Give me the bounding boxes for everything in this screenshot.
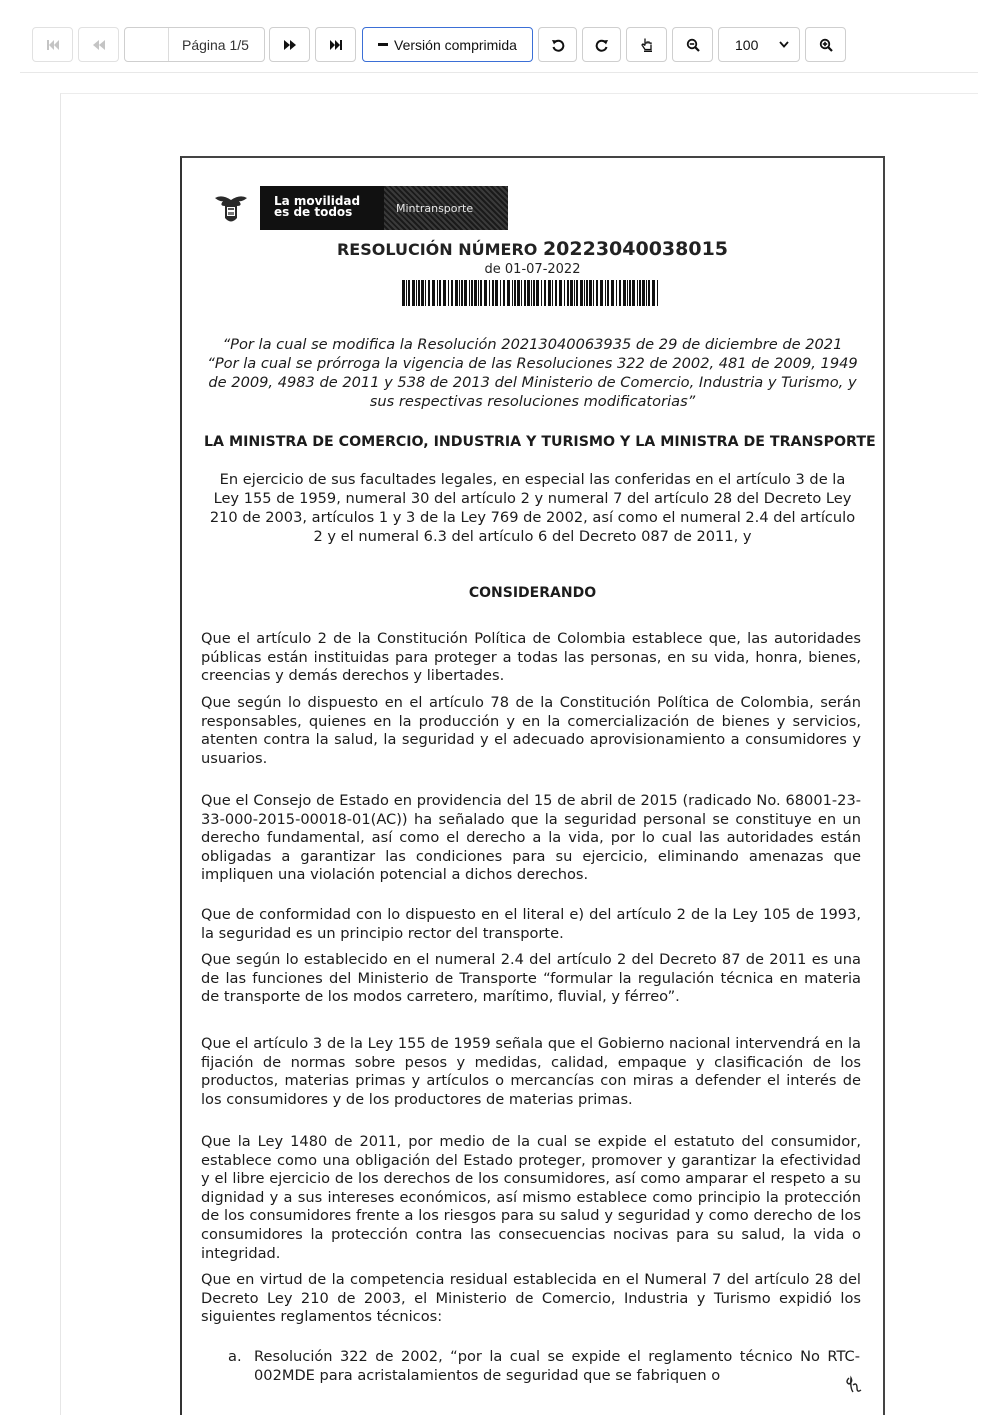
zoom-out-button[interactable]: [672, 27, 713, 62]
hand-pointer-icon: [640, 37, 654, 53]
list-item: [228, 1348, 860, 1385]
compressed-version-button[interactable]: [362, 27, 533, 62]
zoom-out-icon: [686, 38, 700, 52]
skip-to-last-icon: [329, 39, 343, 51]
resolution-epigraph: “Por la cual se modifica la Resolución 20213040063935 de 29 de diciembre de 2021 “Por la cual se prórroga la vigencia de las Resoluciones 322 de 2002, 481 de 2009, 1949 de 2009, 4983 de 2011 y 538 de 2013 del Ministerio de Comercio, Industria y Turismo, y sus respectivas resoluciones modificatorias”: [207, 336, 858, 410]
next-page-button[interactable]: [269, 27, 310, 62]
logo-line-2: es de todos: [274, 205, 353, 219]
zoom-level-select[interactable]: [718, 27, 800, 62]
resolution-title: [300, 238, 765, 260]
hand-tool-button[interactable]: [626, 27, 667, 62]
logo-line-1: La movilidad: [274, 194, 361, 208]
faculties-paragraph: En ejercicio de sus facultades legales, en especial las conferidas en el artículo 3 de la Ley 155 de 1959, numeral 30 del artículo 2 y numeral 7 del artículo 28 del Decreto Ley 210 de 2003, artículos 1 y 3 de la Ley 769 de 2002, así como el numeral 2.4 del artículo 2 y el numeral 6.3 del artículo 6 del Decreto 087 de 2011, y: [209, 471, 856, 545]
resolution-title-prefix: RESOLUCIÓN NÚMERO: [336, 240, 538, 259]
considerando-paragraph: Que según lo establecido en el numeral 2.4 del artículo 2 del Decreto 87 de 2011 es una de las funciones del Ministerio de Transporte “formular la regulación técnica en materia de transporte de los modos carretero, marítimo, fluvial, y férreo”.: [201, 951, 861, 1006]
skip-to-first-icon: [46, 39, 60, 51]
zoom-in-icon: [819, 38, 833, 52]
zoom-in-button[interactable]: [805, 27, 846, 62]
next-page-icon: [283, 39, 297, 51]
barcode: [402, 280, 662, 306]
considerando-heading: CONSIDERANDO: [468, 585, 597, 601]
compressed-version-label: Versión comprimida: [394, 36, 517, 53]
considerando-paragraph: Que el Consejo de Estado en providencia del 15 de abril de 2015 (radicado No. 68001-23-33-000-2015-00018-01(AC)) ha señalado que la seguridad personal se constituye en un derecho fundamental, así como el derecho a la vida, por lo cual las autoridades están obligadas a garantizar las condiciones para su ejercicio, eliminando amenazas que impliquen una violación potencial a dichos derechos.: [201, 792, 861, 884]
zoom-level-value: 100: [735, 36, 759, 53]
ministers-heading: LA MINISTRA DE COMERCIO, INDUSTRIA Y TURISMO Y LA MINISTRA DE TRANSPORTE: [204, 434, 876, 450]
last-page-button[interactable]: [315, 27, 356, 62]
list-item-text: Resolución 322 de 2002, “por la cual se expide el reglamento técnico No RTC-002MDE para acristalamientos de seguridad que se fabriquen o: [254, 1348, 860, 1384]
page-indicator: [124, 27, 265, 62]
considerando-paragraph: Que según lo dispuesto en el artículo 78 de la Constitución Política de Colombia, serán responsables, quienes en la producción y en la comercialización de bienes y servicios, atenten contra la salud, la seguridad y el adecuado aprovisionamiento a consumidores y usuarios.: [201, 694, 861, 767]
chevron-down-icon: [779, 41, 789, 48]
resolution-date: de 01-07-2022: [484, 262, 581, 277]
considerando-paragraph: Que el artículo 2 de la Constitución Política de Colombia establece que, las autoridades públicas están instituidas para proteger a todas las personas, en su vida, honra, bienes, creencias y demás derechos y libertades.: [201, 630, 861, 685]
page-label: Página 1/5: [182, 36, 249, 53]
handwritten-initials: [843, 1372, 867, 1396]
previous-page-button[interactable]: [78, 27, 119, 62]
considerando-paragraph: Que la Ley 1480 de 2011, por medio de la cual se expide el estatuto del consumidor, establece como una obligación del Estado proteger, promover y garantizar la efectividad y el libre ejercicio de los derechos de los consumidores, así como amparar el respeto a su dignidad y a sus intereses económicos, así mismo establece como principio la protección de los consumidores frente a los riesgos para su salud y seguridad y como derecho de los consumidores la protección contra las consecuencias nocivas para su salud, la vida o integridad.: [201, 1133, 861, 1262]
resolution-number: 20223040038015: [542, 238, 729, 260]
rotate-left-button[interactable]: [538, 27, 577, 62]
coat-of-arms-icon: [212, 192, 250, 226]
considerando-paragraph: Que en virtud de la competencia residual establecida en el Numeral 7 del artículo 28 del Decreto Ley 210 de 2003, el Ministerio de Comercio, Industria y Turismo expidió los siguientes reglamentos técnicos:: [201, 1271, 861, 1326]
toolbar-divider: [20, 72, 978, 73]
previous-page-icon: [92, 39, 106, 51]
minus-icon: [378, 43, 388, 46]
considerando-paragraph: Que de conformidad con lo dispuesto en el literal e) del artículo 2 de la Ley 105 de 1993, la seguridad es un principio rector del transporte.: [201, 906, 861, 942]
rotate-left-icon: [551, 38, 565, 52]
page-number-input[interactable]: [125, 28, 169, 61]
first-page-button[interactable]: [32, 27, 73, 62]
rotate-right-icon: [595, 38, 609, 52]
ministry-logo: [260, 186, 508, 230]
pdf-viewer-toolbar: [0, 0, 1000, 72]
list-item-marker: a.: [228, 1348, 242, 1365]
considerando-paragraph: Que el artículo 3 de la Ley 155 de 1959 señala que el Gobierno nacional intervendrá en la fijación de normas sobre pesos y medidas, calidad, empaque y clasificación de los productos, materias primas y artículos o mercancías con miras a defender el interés de los consumidores y de los productores de materias primas.: [201, 1035, 861, 1108]
rotate-right-button[interactable]: [582, 27, 621, 62]
logo-brand: Mintransporte: [384, 186, 508, 230]
